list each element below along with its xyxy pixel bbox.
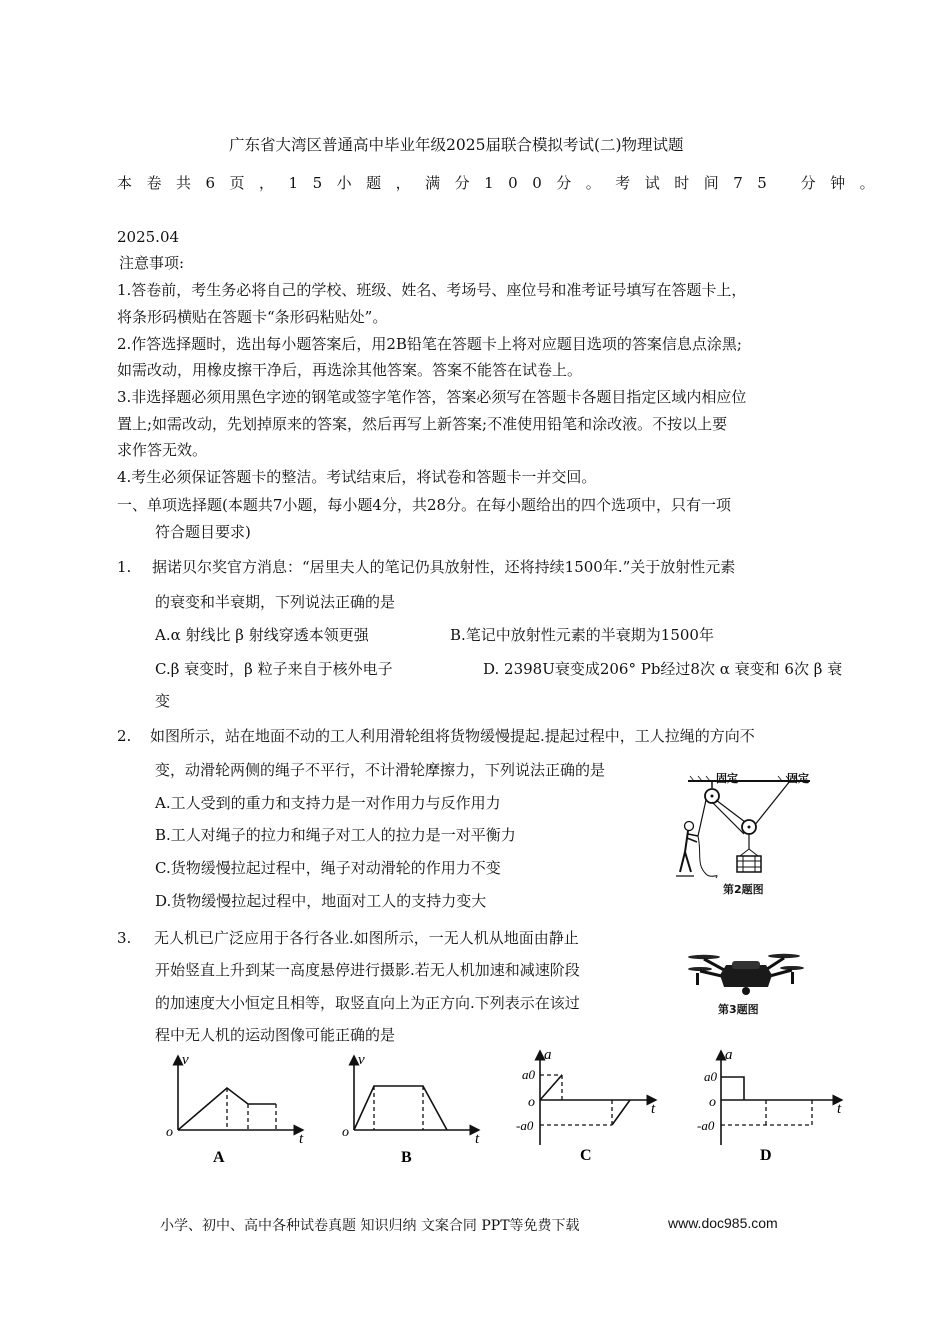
graph-c-a0: a0 — [522, 1067, 535, 1082]
q2-option-a: A.工人受到的重力和支持力是一对作用力与反作用力 — [155, 794, 501, 812]
notice-line: 4.考生必须保证答题卡的整洁。考试结束后，将试卷和答题卡一并交回。 — [117, 468, 597, 486]
question-number: 3. — [117, 929, 132, 947]
graph-a-origin: o — [166, 1125, 173, 1140]
question-number: 1. — [117, 558, 132, 576]
graph-a — [163, 1050, 313, 1170]
q1-option-b: B.笔记中放射性元素的半衰期为1500年 — [450, 626, 714, 644]
q1-option-d: D. 2398U衰变成206° Pb经过8次 α 衰变和 6次 β 衰 — [483, 660, 843, 678]
q2-option-d: D.货物缓慢拉起过程中，地面对工人的支持力变大 — [155, 892, 487, 910]
q1-stem-cont: 的衰变和半衰期，下列说法正确的是 — [155, 593, 396, 611]
graph-b-label: B — [401, 1149, 412, 1166]
q3-stem-cont: 程中无人机的运动图像可能正确的是 — [155, 1026, 396, 1044]
notice-line: 求作答无效。 — [117, 441, 208, 459]
q1-option-c: C.β 衰变时，β 粒子来自于核外电子 — [155, 660, 393, 678]
section-heading: 一、单项选择题(本题共7小题，每小题4分，共28分。在每小题给出的四个选项中，只有一项 — [117, 496, 732, 514]
q2-stem-cont: 变，动滑轮两侧的绳子不平行，不计滑轮摩擦力，下列说法正确的是 — [155, 761, 606, 779]
figure-caption: 第3题图 — [718, 1003, 759, 1016]
question-number: 2. — [117, 727, 132, 745]
graph-b-ylabel: v — [358, 1052, 365, 1068]
exam-info: 本卷共6页，15小题，满分100分。考试时间75 分钟。 — [117, 174, 890, 192]
q3-stem-cont: 开始竖直上升到某一高度悬停进行摄影.若无人机加速和减速阶段 — [155, 961, 580, 979]
graph-d-ylabel: a — [725, 1047, 733, 1063]
graph-a-ylabel: v — [182, 1052, 189, 1068]
graph-c-label: C — [580, 1147, 592, 1164]
notice-line: 1.答卷前，考生务必将自己的学校、班级、姓名、考场号、座位号和准考证号填写在答题卡上， — [117, 281, 747, 299]
graph-c-ylabel: a — [544, 1047, 552, 1063]
notice-line: 2.作答选择题时，选出每小题答案后，用2B铅笔在答题卡上将对应题目选项的答案信息点涂黑; — [117, 335, 742, 353]
notice-line: 置上;如需改动，先划掉原来的答案，然后再写上新答案;不准使用铅笔和涂改液。不按以上要 — [117, 415, 728, 433]
graph-d-neg-a0: -a0 — [697, 1118, 715, 1133]
graph-c-xlabel: t — [651, 1101, 656, 1117]
graph-d-label: D — [760, 1147, 772, 1164]
graph-a-xlabel: t — [299, 1131, 304, 1147]
footer-text: 小学、初中、高中各种试卷真题 知识归纳 文案合同 PPT等免费下载 — [160, 1218, 580, 1234]
q2-option-b: B.工人对绳子的拉力和绳子对工人的拉力是一对平衡力 — [155, 826, 516, 844]
q1-option-a: A.α 射线比 β 射线穿透本领更强 — [155, 626, 369, 644]
notice-heading: 注意事项: — [119, 254, 185, 272]
graph-b-xlabel: t — [475, 1131, 480, 1147]
footer-url[interactable]: www.doc985.com — [668, 1215, 778, 1231]
graph-d-a0: a0 — [704, 1069, 717, 1084]
q1-stem: 据诺贝尔奖官方消息：“居里夫人的笔记仍具放射性，还将持续1500年.”关于放射性元素 — [152, 558, 736, 576]
notice-line: 如需改动，用橡皮擦干净后，再选涂其他答案。答案不能答在试卷上。 — [117, 361, 583, 379]
page-title: 广东省大湾区普通高中毕业年级2025届联合模拟考试(二)物理试题 — [229, 136, 684, 154]
fixed-label-right: 固定 — [787, 772, 809, 785]
exam-date: 2025.04 — [117, 228, 180, 246]
drone-figure — [686, 947, 806, 1001]
q3-stem: 无人机已广泛应用于各行各业.如图所示，一无人机从地面由静止 — [154, 929, 579, 947]
q3-stem-cont: 的加速度大小恒定且相等，取竖直向上为正方向.下列表示在该过 — [155, 994, 580, 1012]
q2-option-c: C.货物缓慢拉起过程中，绳子对动滑轮的作用力不变 — [155, 859, 501, 877]
q1-option-d-cont: 变 — [155, 692, 171, 710]
graph-d-xlabel: t — [837, 1101, 842, 1117]
graph-c — [510, 1045, 665, 1170]
graph-a-label: A — [213, 1149, 225, 1166]
graph-c-neg-a0: -a0 — [516, 1118, 534, 1133]
graph-b — [339, 1050, 489, 1170]
notice-line: 将条形码横贴在答题卡“条形码粘贴处”。 — [117, 308, 388, 326]
q2-stem: 如图所示，站在地面不动的工人利用滑轮组将货物缓慢提起.提起过程中，工人拉绳的方向不 — [150, 727, 755, 745]
section-heading-cont: 符合题目要求) — [155, 523, 251, 541]
notice-line: 3.非选择题必须用黑色字迹的钢笔或签字笔作答，答案必须写在答题卡各题目指定区域内相应位 — [117, 388, 747, 406]
fixed-label-left: 固定 — [716, 772, 738, 785]
graph-b-origin: o — [342, 1125, 349, 1140]
graph-d-origin: o — [709, 1095, 716, 1110]
graph-d — [694, 1045, 850, 1170]
graph-c-origin: o — [528, 1095, 535, 1110]
figure-caption: 第2题图 — [723, 883, 764, 896]
